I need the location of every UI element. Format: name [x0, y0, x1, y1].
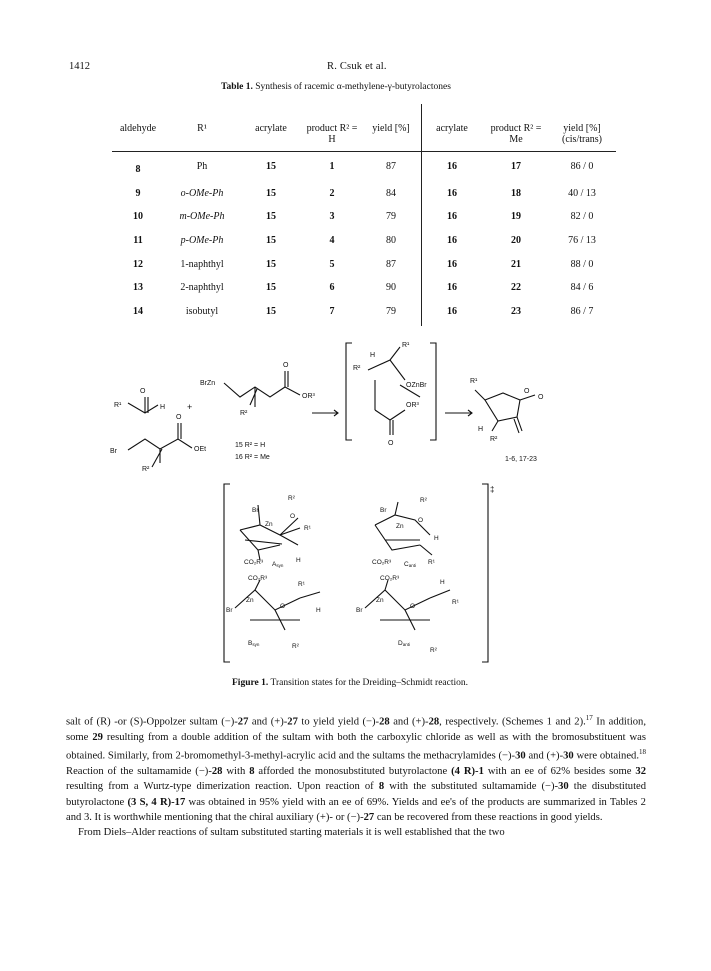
cell-product-me: 22 — [511, 282, 521, 294]
cell-product-me: 23 — [511, 305, 521, 317]
body-segment: were obtained. — [573, 750, 639, 762]
int-o: O — [388, 440, 394, 447]
body-segment: can be recovered from these reactions in good yields. — [374, 811, 603, 823]
table-row — [112, 205, 616, 229]
synthesis-table — [112, 121, 616, 323]
product-label: 1-6, 17-23 — [505, 456, 537, 463]
body-segment: (3 S, 4 R)-17 — [127, 796, 186, 808]
cell-acrylate-2: 16 — [447, 211, 457, 223]
ts-a-br: Br — [252, 507, 259, 514]
ts-c-br: Br — [380, 507, 387, 514]
int-h: H — [370, 352, 376, 359]
ts-a-zn: Zn — [265, 521, 273, 528]
int-or3: OR³ — [406, 402, 419, 409]
figure-caption — [232, 678, 468, 688]
body-segment: 30 — [558, 781, 569, 793]
body-segment: 8 — [249, 765, 255, 777]
int-ozndbr: OZnBr — [406, 382, 427, 389]
body-segment: 27 — [287, 716, 298, 728]
body-segment: 32 — [635, 765, 647, 777]
body-segment: In addition, some — [66, 716, 646, 743]
cell-acrylate-2: 16 — [447, 235, 457, 247]
figure-caption-text: Transition states for the Dreiding–Schmidt reaction. — [270, 678, 469, 688]
header-yield: yield [%] — [372, 123, 410, 134]
ts-c-h: H — [434, 535, 439, 542]
header-product-me: product R² = Me — [490, 123, 542, 145]
ts-a-co2r3: CO₂R³ — [244, 559, 264, 566]
cell-acrylate: 15 — [266, 258, 276, 270]
ts-d-r2: R² — [430, 647, 437, 654]
cell-yield-cis-trans: 88 / 0 — [570, 258, 594, 270]
body-paragraph-2: From Diels–Alder reactions of sultam substituted starting materials it is well established that the two — [78, 827, 505, 839]
prod-h: H — [478, 426, 484, 433]
body-segment: Reaction of the sultamamide (−)- — [66, 765, 212, 777]
prod-carbonyl-o: O — [538, 394, 544, 401]
body-paragraph-1 — [66, 711, 646, 825]
cell-r1: o-OMe-Ph — [180, 187, 224, 199]
ts-d-co2r3: CO₂R³ — [380, 575, 400, 582]
cell-product-h: 3 — [329, 211, 335, 223]
cell-r1: Ph — [196, 161, 208, 173]
table-row — [112, 229, 616, 253]
ts-b-r2: R² — [292, 643, 299, 650]
ts-c-r1: R¹ — [428, 559, 435, 566]
ts-b-label: Bsyn — [248, 640, 260, 647]
ts-b-h: H — [316, 607, 321, 614]
table-caption — [221, 82, 451, 92]
ts-d-o: O — [410, 603, 416, 610]
ts-dagger: ‡ — [490, 485, 495, 494]
body-segment: resulting from a double addition of the sultam with both the carboxylic chloride as well as with the bromosubstituent was obtained. Similarly, from 2-bromomethyl-3-methyl-acrylic acid and the sultams the methacrylamides (−)- — [66, 731, 647, 762]
body-segment: and (+)- — [525, 750, 564, 762]
cell-acrylate-2: 16 — [447, 161, 457, 173]
cell-product-h: 1 — [329, 161, 335, 173]
acrylate-16-def: 16 R² = Me — [235, 454, 270, 461]
table-row — [112, 252, 616, 276]
cell-yield-cis-trans: 86 / 0 — [570, 161, 594, 173]
ts-b-zn: Zn — [246, 597, 254, 604]
ts-b-o: O — [280, 603, 286, 610]
ester-oet: OEt — [194, 446, 207, 453]
table-header-row — [112, 121, 616, 152]
body-segment: to yield yield (−)- — [297, 716, 380, 728]
page-number: 1412 — [69, 61, 90, 72]
transition-state-figure — [220, 480, 500, 670]
cell-yield: 90 — [386, 282, 396, 294]
cell-yield-cis-trans: 76 / 13 — [568, 235, 596, 247]
ts-a-label: Asyn — [272, 561, 284, 568]
body-segment: 17 — [585, 714, 593, 722]
cell-acrylate: 15 — [266, 235, 276, 247]
cell-acrylate: 15 — [266, 305, 276, 317]
cell-yield-cis-trans: 40 / 13 — [568, 187, 596, 199]
cell-aldehyde: 14 — [133, 305, 143, 317]
body-segment: 8 — [378, 781, 385, 793]
cell-product-h: 4 — [329, 235, 335, 247]
ts-c-r2: R² — [420, 497, 427, 504]
cell-r1: isobutyl — [185, 305, 219, 317]
cell-r1: p-OMe-Ph — [180, 235, 224, 247]
table-caption-text: Synthesis of racemic α-methylene-γ-butyrolactones — [255, 82, 451, 92]
header-yield-cis-trans: yield [%] (cis/trans) — [562, 123, 602, 145]
table-row — [112, 182, 616, 206]
prod-ring-o: O — [524, 388, 530, 395]
body-segment: with — [222, 765, 250, 777]
int-r1: R¹ — [402, 342, 410, 349]
body-segment: 28 — [428, 716, 440, 728]
ts-b-br: Br — [226, 607, 233, 614]
cell-yield-cis-trans: 82 / 0 — [570, 211, 594, 223]
cell-aldehyde: 11 — [133, 235, 143, 247]
body-segment: resulting from a Wurtz-type dimerization reaction. Upon reaction of — [66, 781, 379, 793]
header-product-h: product R² = H — [306, 123, 358, 145]
cell-acrylate: 15 — [266, 211, 276, 223]
acrylate-15-def: 15 R² = H — [235, 442, 266, 449]
header-r1: R¹ — [197, 123, 207, 134]
ts-c-co2r3: CO₂R³ — [372, 559, 392, 566]
cell-product-h: 6 — [329, 282, 335, 294]
cell-acrylate-2: 16 — [447, 282, 457, 294]
header-aldehyde: aldehyde — [119, 123, 157, 134]
ts-b-co2r3: CO₂R³ — [248, 575, 268, 582]
body-segment: 18 — [638, 748, 646, 757]
cell-yield: 79 — [386, 211, 396, 223]
table-caption-label: Table 1. — [221, 82, 253, 92]
body-segment: was obtained in 95% yield with an ee of 69%. Yields and ee's of the products are summarized in Tables 2 and 3. It is worthwhile mentioning that the chiral auxiliary (+)- or (−)- — [66, 796, 646, 823]
body-segment: with an ee of 62% besides some — [483, 765, 636, 777]
ts-a-h: H — [296, 557, 301, 564]
cell-yield: 87 — [386, 161, 396, 173]
body-segment: 28 — [379, 716, 390, 728]
cell-product-me: 21 — [511, 258, 521, 270]
header-acrylate: acrylate — [255, 123, 287, 134]
body-segment: 27 — [363, 811, 375, 823]
ts-c-label: Canti — [404, 561, 416, 568]
cell-aldehyde: 8 — [135, 164, 141, 176]
header-acrylate-2: acrylate — [436, 123, 468, 134]
table-row — [112, 300, 616, 324]
ester-r2: R² — [142, 466, 150, 473]
running-head: R. Csuk et al. — [327, 61, 387, 72]
body-segment: the disubstituted butyrolactone — [66, 781, 647, 808]
table-row — [112, 152, 616, 182]
cell-aldehyde: 13 — [133, 282, 143, 294]
int-r2: R² — [353, 365, 361, 372]
cell-product-me: 19 — [511, 211, 521, 223]
cell-r1: m-OMe-Ph — [179, 211, 225, 223]
cell-product-h: 5 — [329, 258, 335, 270]
ester-o: O — [176, 414, 182, 421]
cell-aldehyde: 12 — [133, 258, 143, 270]
ester-br: Br — [110, 448, 117, 455]
cell-yield: 87 — [386, 258, 396, 270]
ts-d-h: H — [440, 579, 445, 586]
body-segment: and (+)- — [248, 716, 288, 728]
plus-sign: + — [187, 402, 193, 412]
cell-product-h: 7 — [329, 305, 335, 317]
aldehyde-h: H — [160, 404, 166, 411]
aldehyde-r1: R¹ — [114, 402, 122, 409]
body-segment: and (+)- — [389, 716, 429, 728]
body-text — [66, 711, 646, 840]
body-segment: 28 — [211, 765, 223, 777]
cell-r1: 1-naphthyl — [180, 258, 224, 270]
ts-b-r1: R¹ — [298, 581, 305, 588]
ts-d-zn: Zn — [376, 597, 384, 604]
cell-yield-cis-trans: 86 / 7 — [570, 305, 594, 317]
cell-acrylate: 15 — [266, 282, 276, 294]
body-segment: (4 R)-1 — [451, 765, 484, 777]
cell-r1: 2-naphthyl — [180, 282, 224, 294]
body-segment: 29 — [92, 731, 103, 743]
prod-r1: R¹ — [470, 378, 478, 385]
body-segment: 27 — [237, 716, 249, 728]
zn-reagent-o: O — [283, 362, 289, 369]
cell-product-me: 20 — [511, 235, 521, 247]
zn-reagent-brzn: BrZn — [200, 380, 216, 387]
ts-a-r2: R² — [288, 495, 295, 502]
cell-yield-cis-trans: 84 / 6 — [570, 282, 594, 294]
cell-product-me: 17 — [511, 161, 521, 173]
table-body — [112, 152, 616, 324]
cell-acrylate-2: 16 — [447, 258, 457, 270]
figure-caption-label: Figure 1. — [232, 678, 269, 688]
table-column-divider — [421, 104, 422, 326]
cell-product-h: 2 — [329, 187, 335, 199]
cell-yield: 80 — [386, 235, 396, 247]
ts-c-zn: Zn — [396, 523, 404, 530]
ts-a-r1: R¹ — [304, 525, 311, 532]
cell-yield: 79 — [386, 305, 396, 317]
body-segment: 30 — [563, 750, 574, 762]
ts-d-br: Br — [356, 607, 363, 614]
cell-acrylate-2: 16 — [447, 187, 457, 199]
ts-d-label: Danti — [398, 640, 410, 647]
body-segment: afforded the monosubstituted butyrolactone — [254, 765, 452, 777]
ts-a-o: O — [290, 513, 296, 520]
cell-acrylate: 15 — [266, 161, 276, 173]
zn-reagent-r2: R² — [240, 410, 248, 417]
cell-aldehyde: 9 — [135, 187, 141, 199]
cell-yield: 84 — [386, 187, 396, 199]
ts-c-o: O — [418, 517, 424, 524]
table-row — [112, 276, 616, 300]
cell-acrylate: 15 — [266, 187, 276, 199]
body-segment: 30 — [515, 750, 526, 762]
cell-aldehyde: 10 — [133, 211, 143, 223]
ts-d-r1: R¹ — [452, 599, 459, 606]
reaction-scheme — [100, 335, 620, 475]
cell-acrylate-2: 16 — [447, 305, 457, 317]
body-segment: salt of (R) -or (S)-Oppolzer sultam (−)- — [66, 716, 238, 728]
zn-reagent-or3: OR³ — [302, 393, 315, 400]
body-segment: with the substituted sultamamide (−)- — [384, 781, 559, 793]
body-segment: , respectively. (Schemes 1 and 2). — [439, 716, 586, 728]
aldehyde-o: O — [140, 388, 146, 395]
prod-r2: R² — [490, 436, 498, 443]
cell-product-me: 18 — [511, 187, 521, 199]
